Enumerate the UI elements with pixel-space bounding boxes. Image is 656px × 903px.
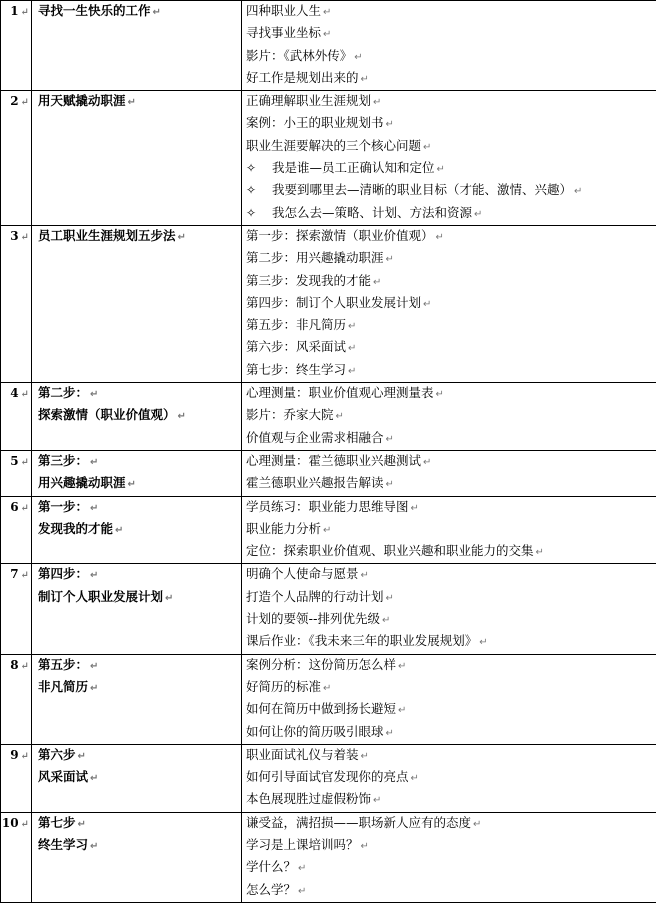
content-line (242, 271, 656, 293)
module-title-text: 非凡简历 (38, 679, 88, 694)
module-title-text: 第七步 (38, 815, 76, 830)
row-number: 2 ↵ (1, 91, 31, 113)
paragraph-mark-icon: ↵ (436, 232, 444, 243)
module-title-line (32, 677, 241, 699)
module-title-text: 发现我的才能 (38, 521, 113, 536)
content-line (242, 677, 656, 699)
module-title-line (32, 519, 241, 541)
module-title-text: 终生学习 (38, 837, 88, 852)
content-line-text: 第二步：用兴趣撬动职涯 (246, 250, 384, 265)
content-line-text: 第三步：发现我的才能 (246, 273, 371, 288)
content-line (242, 383, 656, 405)
module-title-cell (32, 225, 242, 382)
paragraph-mark-icon: ↵ (411, 773, 419, 784)
paragraph-mark-icon: ↵ (348, 321, 356, 332)
paragraph-mark-icon: ↵ (373, 277, 381, 288)
module-title-line (32, 767, 241, 789)
paragraph-mark-icon: ↵ (128, 97, 136, 108)
content-line (242, 337, 656, 359)
content-line-text: 影片：《武林外传》 (246, 48, 352, 63)
paragraph-mark-icon: ↵ (574, 186, 582, 197)
paragraph-mark-icon: ↵ (21, 751, 29, 762)
content-line-text: 第六步：风采面试 (246, 339, 346, 354)
content-line-text: 好工作是规划出来的 (246, 70, 359, 85)
paragraph-mark-icon: ↵ (386, 728, 394, 739)
module-title-line (32, 383, 241, 405)
content-line (242, 497, 656, 519)
row-number: 6 ↵ (1, 497, 31, 519)
module-title-cell (32, 91, 242, 226)
content-line-text: 学员练习：职业能力思维导图 (246, 499, 409, 514)
row-number-cell (1, 1, 32, 91)
diamond-bullet-icon: ✧ (246, 203, 272, 223)
paragraph-mark-icon: ↵ (128, 479, 136, 490)
module-title-text: 第二步： (38, 385, 88, 400)
outline-row (1, 1, 656, 91)
module-title-line (32, 473, 241, 495)
module-title-cell (32, 744, 242, 812)
content-line-text: 第五步：非凡简历 (246, 317, 346, 332)
paragraph-mark-icon: ↵ (90, 841, 98, 852)
bullet-line (242, 158, 656, 180)
row-number: 8 ↵ (1, 655, 31, 677)
content-line-text: 计划的要领--排列优先级 (246, 611, 380, 626)
content-line (242, 857, 656, 879)
module-content-cell (242, 654, 656, 744)
content-line-text: 职业面试礼仪与着装 (246, 747, 359, 762)
content-line-text: 学习是上课培训吗？ (246, 837, 359, 852)
paragraph-mark-icon: ↵ (323, 683, 331, 694)
content-line-text: 第一步：探索激情（职业价值观） (246, 228, 434, 243)
content-line (242, 722, 656, 744)
paragraph-mark-icon: ↵ (178, 411, 186, 422)
row-number: 3 ↵ (1, 226, 31, 248)
content-line (242, 315, 656, 337)
paragraph-mark-icon: ↵ (361, 74, 369, 85)
module-title-cell (32, 812, 242, 902)
diamond-bullet-icon: ✧ (246, 158, 272, 178)
content-line (242, 23, 656, 45)
content-line (242, 473, 656, 495)
outline-row (1, 654, 656, 744)
content-line-text: 第七步：终生学习 (246, 362, 346, 377)
module-title-cell (32, 564, 242, 654)
paragraph-mark-icon: ↵ (473, 819, 481, 830)
paragraph-mark-icon: ↵ (348, 343, 356, 354)
paragraph-mark-icon: ↵ (178, 232, 186, 243)
row-number-cell (1, 654, 32, 744)
paragraph-mark-icon: ↵ (411, 503, 419, 514)
content-line (242, 835, 656, 857)
content-line-text: 如何让你的简历吸引眼球 (246, 724, 384, 739)
paragraph-mark-icon: ↵ (323, 7, 331, 18)
content-line (242, 813, 656, 835)
paragraph-mark-icon: ↵ (90, 661, 98, 672)
paragraph-mark-icon: ↵ (361, 570, 369, 581)
bullet-line-text: 我怎么去—策略、计划、方法和资源 (272, 205, 472, 220)
row-number-cell (1, 564, 32, 654)
module-content-cell (242, 225, 656, 382)
module-title-cell (32, 450, 242, 496)
row-number: 4 ↵ (1, 383, 31, 405)
row-number-cell (1, 225, 32, 382)
module-content-cell (242, 744, 656, 812)
module-title-cell (32, 496, 242, 564)
module-title-text: 员工职业生涯规划五步法 (38, 228, 176, 243)
paragraph-mark-icon: ↵ (78, 819, 86, 830)
module-title-line (32, 226, 241, 248)
content-line (242, 767, 656, 789)
module-title-text: 制订个人职业发展计划 (38, 589, 163, 604)
paragraph-mark-icon: ↵ (423, 299, 431, 310)
paragraph-mark-icon: ↵ (21, 661, 29, 672)
row-number-cell (1, 91, 32, 226)
content-line-text: 霍兰德职业兴趣报告解读 (246, 475, 384, 490)
paragraph-mark-icon: ↵ (354, 52, 362, 63)
content-line-text: 案例：小王的职业规划书 (246, 115, 384, 130)
content-line (242, 519, 656, 541)
row-number: 1 ↵ (1, 1, 31, 23)
content-line (242, 541, 656, 563)
module-content-cell (242, 496, 656, 564)
content-line-text: 怎么学？ (246, 882, 296, 897)
content-line-text: 如何引导面试官发现你的亮点 (246, 769, 409, 784)
paragraph-mark-icon: ↵ (90, 773, 98, 784)
content-line (242, 113, 656, 135)
content-line-text: 寻找事业坐标 (246, 25, 321, 40)
content-line-text: 价值观与企业需求相融合 (246, 430, 384, 445)
module-title-text: 第四步： (38, 566, 88, 581)
paragraph-mark-icon: ↵ (386, 593, 394, 604)
content-line (242, 631, 656, 653)
paragraph-mark-icon: ↵ (90, 570, 98, 581)
content-line-text: 案例分析：这份简历怎么样 (246, 657, 396, 672)
module-title-cell (32, 1, 242, 91)
paragraph-mark-icon: ↵ (21, 389, 29, 400)
paragraph-mark-icon: ↵ (115, 525, 123, 536)
paragraph-mark-icon: ↵ (21, 819, 29, 830)
content-line (242, 655, 656, 677)
content-line-text: 正确理解职业生涯规划 (246, 93, 371, 108)
paragraph-mark-icon: ↵ (382, 615, 390, 626)
module-content-cell (242, 1, 656, 91)
content-line-text: 如何在简历中做到扬长避短 (246, 701, 396, 716)
content-line (242, 451, 656, 473)
module-title-line (32, 655, 241, 677)
paragraph-mark-icon: ↵ (386, 434, 394, 445)
content-line (242, 1, 656, 23)
module-content-cell (242, 564, 656, 654)
module-title-line (32, 564, 241, 586)
paragraph-mark-icon: ↵ (90, 683, 98, 694)
module-content-cell (242, 812, 656, 902)
content-line-text: 第四步：制订个人职业发展计划 (246, 295, 421, 310)
row-number: 5 ↵ (1, 451, 31, 473)
paragraph-mark-icon: ↵ (323, 29, 331, 40)
content-line (242, 293, 656, 315)
content-line-text: 四种职业人生 (246, 3, 321, 18)
module-title-line (32, 587, 241, 609)
module-title-line (32, 497, 241, 519)
content-line (242, 428, 656, 450)
content-line (242, 880, 656, 902)
outline-row (1, 225, 656, 382)
paragraph-mark-icon: ↵ (90, 389, 98, 400)
content-line-text: 课后作业：《我未来三年的职业发展规划》 (246, 633, 477, 648)
paragraph-mark-icon: ↵ (336, 411, 344, 422)
paragraph-mark-icon: ↵ (165, 593, 173, 604)
content-line (242, 91, 656, 113)
module-title-line (32, 835, 241, 857)
row-number-cell (1, 744, 32, 812)
row-number-cell (1, 496, 32, 564)
content-line (242, 46, 656, 68)
paragraph-mark-icon: ↵ (423, 142, 431, 153)
module-title-text: 第一步： (38, 499, 88, 514)
content-line (242, 745, 656, 767)
content-line (242, 405, 656, 427)
content-line (242, 248, 656, 270)
paragraph-mark-icon: ↵ (536, 547, 544, 558)
course-outline-body (1, 1, 656, 903)
paragraph-mark-icon: ↵ (373, 795, 381, 806)
outline-row (1, 564, 656, 654)
content-line (242, 699, 656, 721)
module-title-text: 风采面试 (38, 769, 88, 784)
paragraph-mark-icon: ↵ (298, 886, 306, 897)
paragraph-mark-icon: ↵ (21, 457, 29, 468)
module-content-cell (242, 450, 656, 496)
module-title-text: 寻找一生快乐的工作 (38, 3, 151, 18)
content-line-text: 学什么？ (246, 859, 296, 874)
row-number-cell (1, 450, 32, 496)
module-title-line (32, 91, 241, 113)
paragraph-mark-icon: ↵ (348, 366, 356, 377)
content-line-text: 心理测量：职业价值观心理测量表 (246, 385, 434, 400)
paragraph-mark-icon: ↵ (298, 863, 306, 874)
content-line-text: 好简历的标准 (246, 679, 321, 694)
paragraph-mark-icon: ↵ (21, 7, 29, 18)
paragraph-mark-icon: ↵ (21, 503, 29, 514)
bullet-line-text: 我要到哪里去—清晰的职业目标（才能、激情、兴趣） (272, 182, 572, 197)
bullet-line (242, 203, 656, 225)
content-line (242, 226, 656, 248)
module-title-text: 用兴趣撬动职涯 (38, 475, 126, 490)
content-line (242, 360, 656, 382)
paragraph-mark-icon: ↵ (436, 389, 444, 400)
paragraph-mark-icon: ↵ (21, 97, 29, 108)
outline-row (1, 496, 656, 564)
module-title-line (32, 451, 241, 473)
paragraph-mark-icon: ↵ (437, 164, 445, 175)
module-title-line (32, 745, 241, 767)
module-title-text: 第三步： (38, 453, 88, 468)
paragraph-mark-icon: ↵ (21, 232, 29, 243)
paragraph-mark-icon: ↵ (90, 503, 98, 514)
paragraph-mark-icon: ↵ (386, 479, 394, 490)
content-line (242, 789, 656, 811)
paragraph-mark-icon: ↵ (398, 661, 406, 672)
paragraph-mark-icon: ↵ (474, 209, 482, 220)
bullet-line-text: 我是谁—员工正确认知和定位 (272, 160, 435, 175)
content-line-text: 谦受益，满招损——职场新人应有的态度 (246, 815, 471, 830)
module-title-line (32, 405, 241, 427)
paragraph-mark-icon: ↵ (90, 457, 98, 468)
content-line-text: 职业生涯要解决的三个核心问题 (246, 138, 421, 153)
bullet-line (242, 180, 656, 202)
paragraph-mark-icon: ↵ (423, 457, 431, 468)
paragraph-mark-icon: ↵ (386, 254, 394, 265)
module-title-text: 用天赋撬动职涯 (38, 93, 126, 108)
module-content-cell (242, 383, 656, 451)
row-number-cell (1, 383, 32, 451)
content-line-text: 明确个人使命与愿景 (246, 566, 359, 581)
content-line-text: 本色展现胜过虚假粉饰 (246, 791, 371, 806)
row-number-cell (1, 812, 32, 902)
row-number: 7 ↵ (1, 564, 31, 586)
paragraph-mark-icon: ↵ (398, 705, 406, 716)
paragraph-mark-icon: ↵ (78, 751, 86, 762)
content-line-text: 职业能力分析 (246, 521, 321, 536)
content-line (242, 136, 656, 158)
module-title-cell (32, 383, 242, 451)
content-line (242, 68, 656, 90)
outline-row (1, 744, 656, 812)
content-line (242, 587, 656, 609)
module-title-line (32, 813, 241, 835)
paragraph-mark-icon: ↵ (153, 7, 161, 18)
paragraph-mark-icon: ↵ (361, 841, 369, 852)
module-title-line (32, 1, 241, 23)
outline-row (1, 383, 656, 451)
paragraph-mark-icon: ↵ (323, 525, 331, 536)
content-line-text: 定位：探索职业价值观、职业兴趣和职业能力的交集 (246, 543, 534, 558)
paragraph-mark-icon: ↵ (386, 119, 394, 130)
content-line-text: 心理测量：霍兰德职业兴趣测试 (246, 453, 421, 468)
diamond-bullet-icon: ✧ (246, 180, 272, 200)
paragraph-mark-icon: ↵ (21, 570, 29, 581)
outline-row (1, 450, 656, 496)
content-line (242, 609, 656, 631)
content-line-text: 影片：乔家大院 (246, 407, 334, 422)
row-number: 10 ↵ (1, 813, 31, 835)
row-number: 9 ↵ (1, 745, 31, 767)
module-content-cell (242, 91, 656, 226)
content-line-text: 打造个人品牌的行动计划 (246, 589, 384, 604)
paragraph-mark-icon: ↵ (479, 637, 487, 648)
content-line (242, 564, 656, 586)
module-title-cell (32, 654, 242, 744)
module-title-text: 探索激情（职业价值观） (38, 407, 176, 422)
module-title-text: 第五步： (38, 657, 88, 672)
module-title-text: 第六步 (38, 747, 76, 762)
paragraph-mark-icon: ↵ (361, 751, 369, 762)
outline-row (1, 812, 656, 902)
paragraph-mark-icon: ↵ (373, 97, 381, 108)
outline-row (1, 91, 656, 226)
